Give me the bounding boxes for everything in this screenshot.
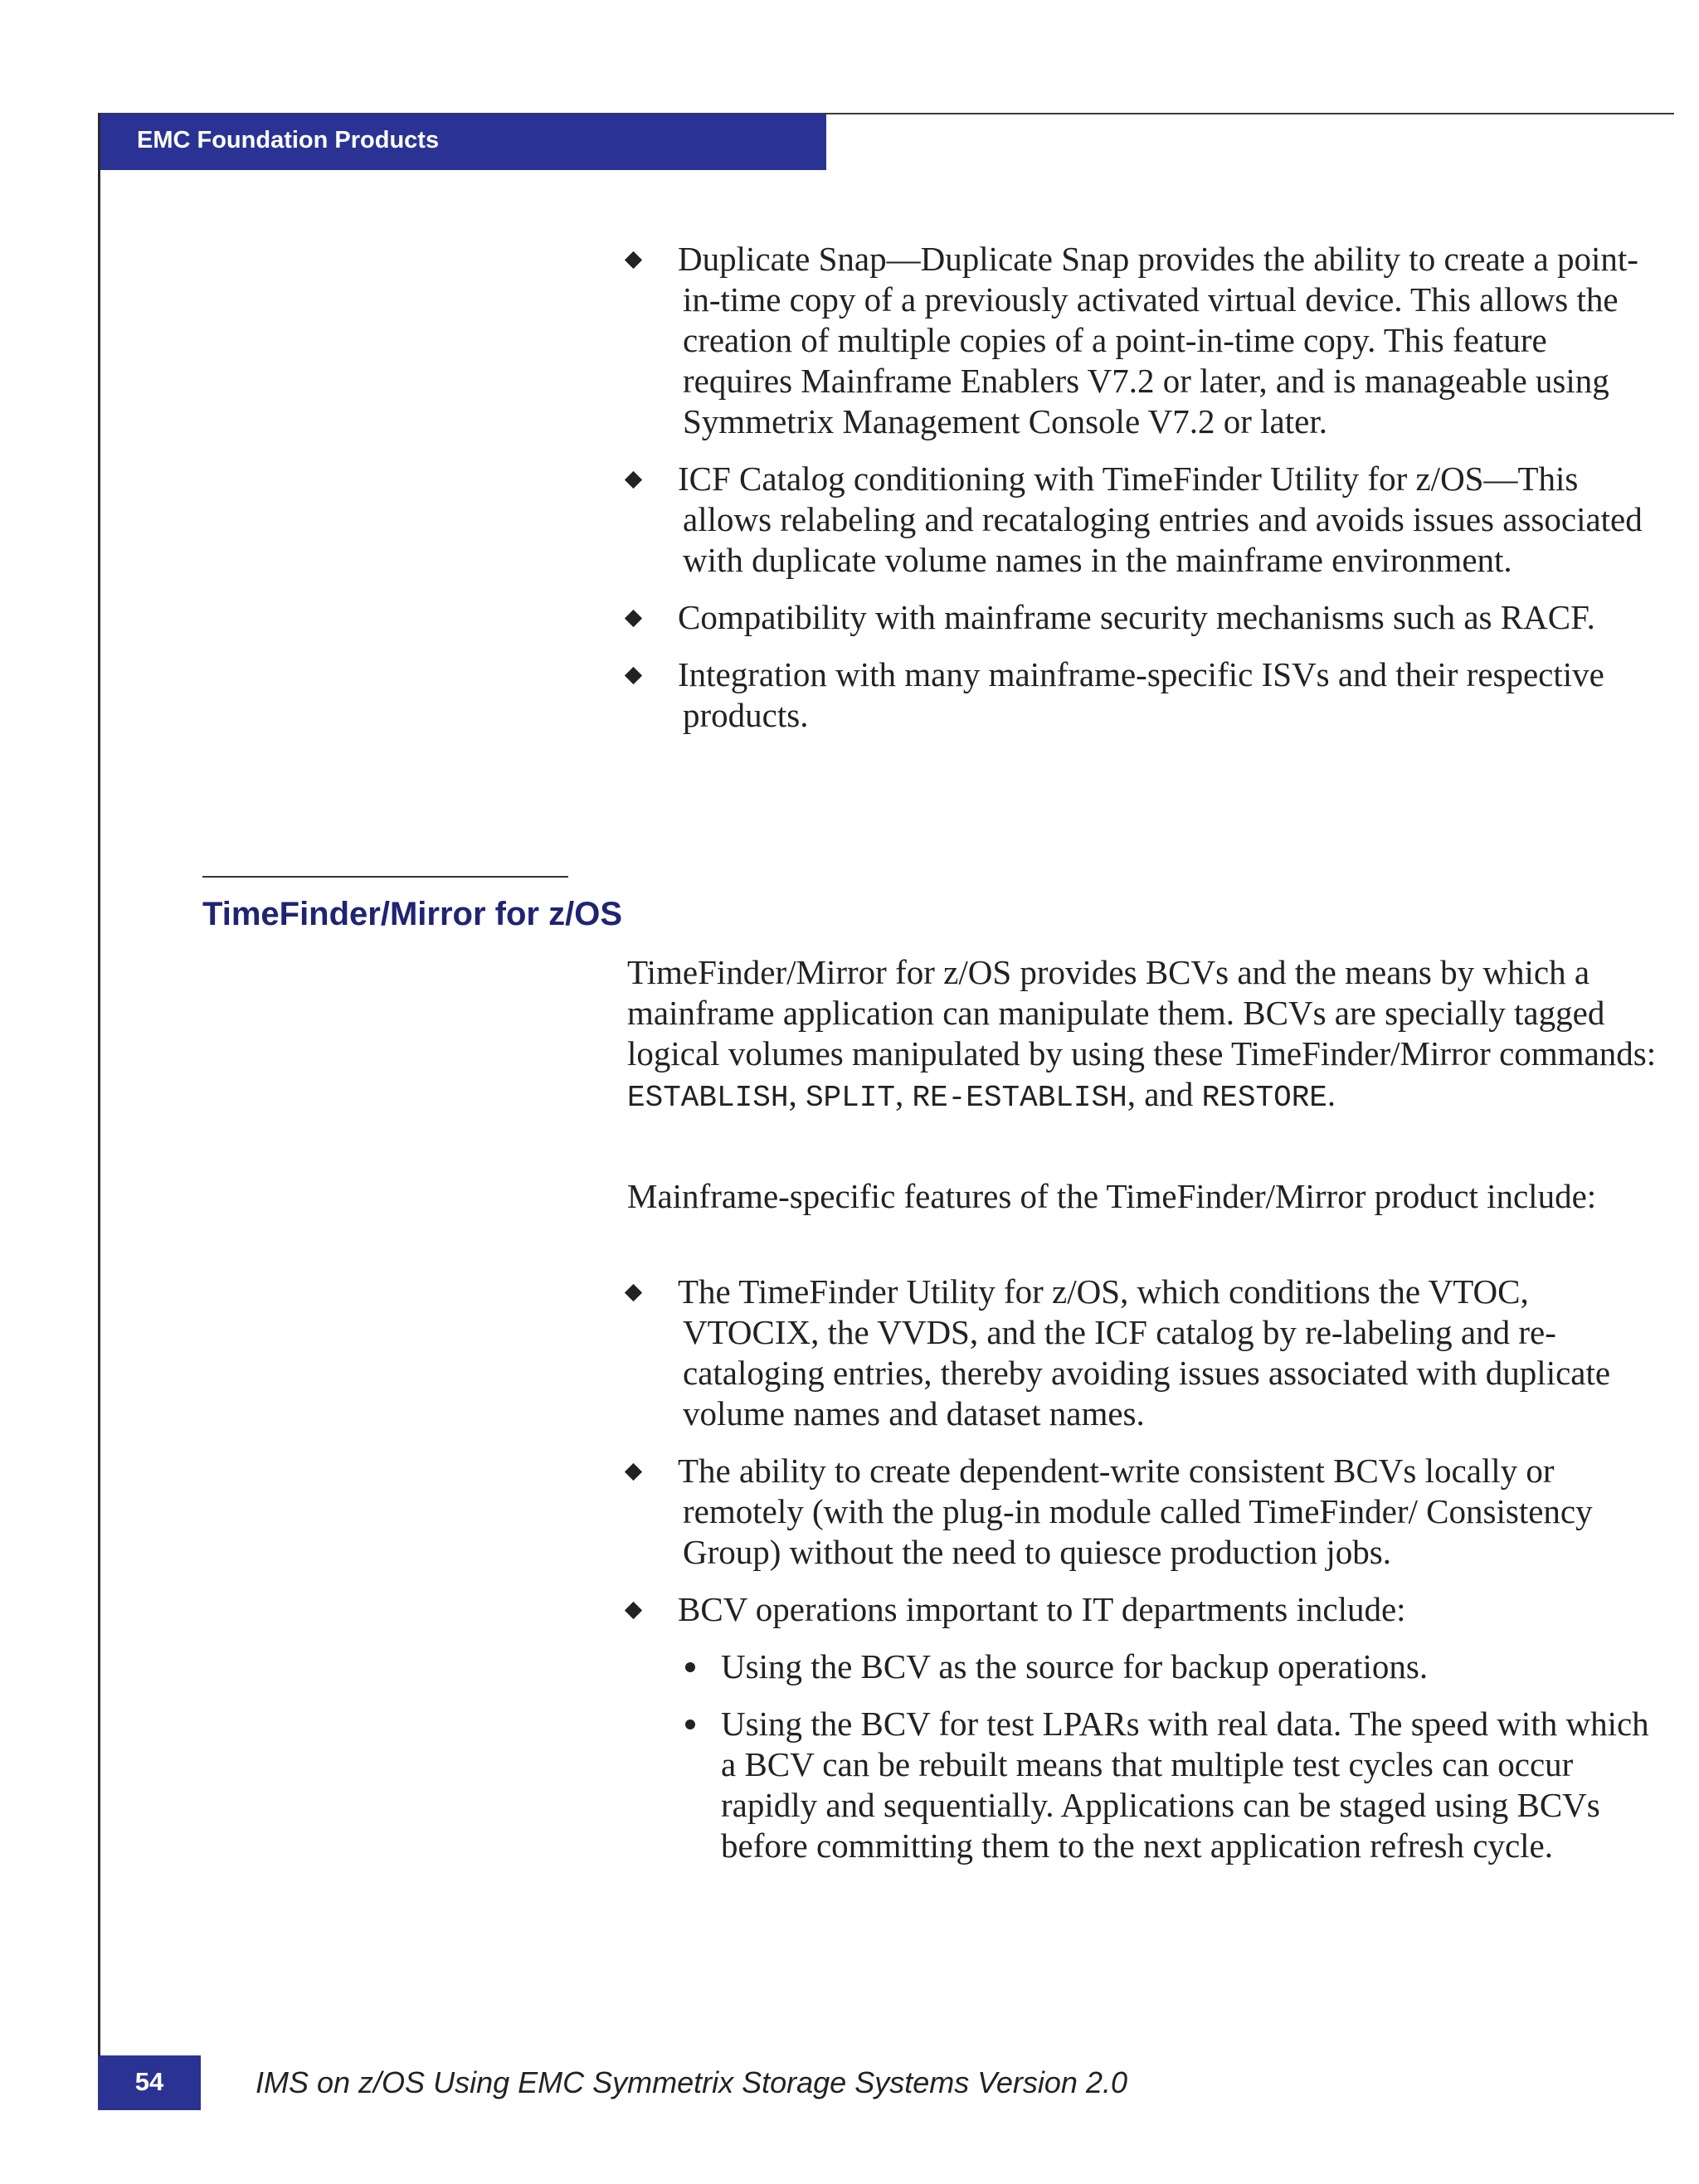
list-item-text: Compatibility with mainframe security mechanisms such as RACF. [678, 598, 1595, 636]
section-paragraph-2: Mainframe-specific features of the TimeFinder/Mirror product include: [627, 1177, 1597, 1215]
list-item [627, 654, 1664, 736]
command-establish: ESTABLISH [627, 1081, 789, 1115]
intro-bullet-list [627, 239, 1664, 752]
command-re-establish: RE-ESTABLISH [912, 1081, 1127, 1115]
list-item-text: The TimeFinder Utility for z/OS, which conditions the VTOC, VTOCIX, the VVDS, and the ICF catalog by re-labeling and re-cataloging entries, thereby avoiding issues associated with duplicate volume names and dataset names. [678, 1272, 1611, 1432]
page-number-box [98, 2055, 201, 2110]
separator: , and [1127, 1075, 1202, 1113]
section-rule [202, 876, 568, 878]
sub-list-item-text: Using the BCV as the source for backup operations. [721, 1647, 1429, 1685]
list-item [627, 459, 1664, 581]
separator: , [894, 1075, 913, 1113]
diamond-bullet-icon [625, 667, 642, 684]
list-item-text: BCV operations important to IT departments include: [678, 1590, 1406, 1628]
dot-bullet-icon [685, 1662, 695, 1672]
diamond-bullet-icon [625, 1602, 642, 1619]
paragraph-text: TimeFinder/Mirror for z/OS provides BCVs and the means by which a mainframe application can manipulate them. BCVs are specially tagged logical volumes manipulated by using these TimeFinder/Mirror commands: [627, 953, 1657, 1073]
paragraph-end: . [1327, 1075, 1336, 1113]
diamond-bullet-icon [625, 251, 642, 269]
list-item-text: Duplicate Snap—Duplicate Snap provides the ability to create a point-in-time copy of a previously activated virtual device. This allows the creation of multiple copies of a point-in-time copy. This feature requires Mainframe Enablers V7.2 or later, and is manageable using Symmetrix Management Console V7.2 or later. [678, 240, 1638, 440]
header-title: EMC Foundation Products [137, 127, 440, 153]
sub-list-item-text: Using the BCV for test LPARs with real data. The speed with which a BCV can be rebuilt means that multiple test cycles can occur rapidly and sequentially. Applications can be staged using BCVs before committing them to the next application refresh cycle. [721, 1705, 1649, 1865]
separator: , [788, 1075, 806, 1113]
sub-list-item [678, 1704, 1664, 1866]
command-restore: RESTORE [1201, 1081, 1327, 1115]
footer-title: IMS on z/OS Using EMC Symmetrix Storage Systems Version 2.0 [256, 2065, 1127, 2099]
list-item [627, 597, 1664, 638]
list-item [627, 239, 1664, 442]
list-item [627, 1589, 1664, 1866]
list-item [627, 1272, 1664, 1434]
section-heading: TimeFinder/Mirror for z/OS [202, 896, 622, 932]
section-paragraph-1 [627, 952, 1664, 1118]
diamond-bullet-icon [625, 1463, 642, 1481]
list-item [627, 1451, 1664, 1573]
command-split: SPLIT [805, 1081, 895, 1115]
feature-bullet-list [627, 1272, 1664, 1883]
list-item-text: Integration with many mainframe-specific ISVs and their respective products. [678, 655, 1604, 734]
page-number: 54 [134, 2067, 164, 2096]
sub-list-item [678, 1647, 1664, 1687]
dot-bullet-icon [685, 1719, 695, 1729]
diamond-bullet-icon [625, 1284, 642, 1301]
sub-bullet-list [683, 1647, 1664, 1866]
list-item-text: The ability to create dependent-write consistent BCVs locally or remotely (with the plug-in module called TimeFinder/ Consistency Group) without the need to quiesce production jobs. [678, 1452, 1593, 1571]
left-margin-rule [98, 114, 100, 2109]
header-band [98, 114, 826, 170]
list-item-text: ICF Catalog conditioning with TimeFinder Utility for z/OS—This allows relabeling and recataloging entries and avoids issues associated with duplicate volume names in the mainframe environment. [678, 460, 1643, 579]
diamond-bullet-icon [625, 610, 642, 627]
diamond-bullet-icon [625, 471, 642, 489]
